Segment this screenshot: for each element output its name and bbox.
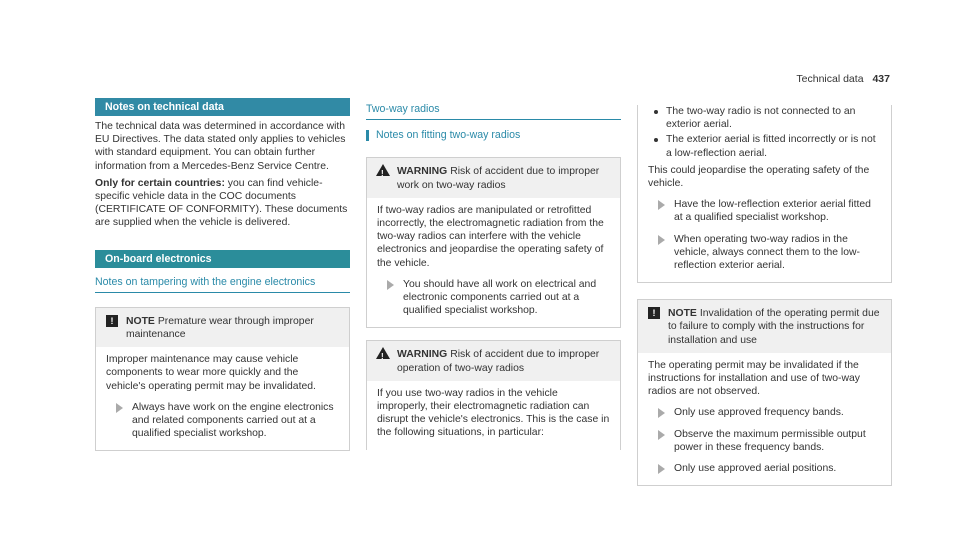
subhead-two-way-radios: Two-way radios [366,103,621,120]
warning-keyword: WARNING [397,166,448,178]
step-item [106,401,339,441]
arrow-icon [116,403,123,413]
note-box [637,299,892,486]
step-item [648,233,881,273]
note-title: Invalidation of the operating permit due to failure to comply with the instructions for installation and use [668,308,880,346]
note-keyword: NOTE [668,308,697,320]
step-item [648,198,881,224]
note-text: The operating permit may be invalidated if the instructions for installation and use of two-way radios are not observed. [648,359,860,398]
column-2 [366,103,621,450]
exclamation-icon: ! [106,315,118,327]
banner-technical-data: Notes on technical data [95,98,350,116]
warning-box-2 [366,340,621,449]
step-item [648,462,881,475]
step-item [648,428,881,454]
warning-header-1 [367,158,620,197]
warning-body-2 [367,381,620,450]
arrow-icon [658,464,665,474]
warning-keyword: WARNING [397,349,448,361]
warning-body-1 [367,198,620,328]
note-body [638,353,891,485]
step-text: When operating two-way radios in the vehicle, always connect them to the low-reflection exterior aerial. [674,233,860,272]
column-3 [637,103,892,486]
subhead-tampering: Notes on tampering with the engine electronics [95,276,350,293]
note-box [95,307,350,452]
note-body [96,347,349,450]
paragraph-technical-data: The technical data was determined in accordance with EU Directives. The data stated only applies to vehicles with standard equipment. You can obtain further information from a Mercedes-Benz Service Centre. [95,121,346,172]
step-text: Always have work on the engine electronics and related components carried out at a qualified specialist workshop. [132,401,334,440]
arrow-icon [658,200,665,210]
page-number: 437 [872,73,890,85]
arrow-icon [658,408,665,418]
step-text: Only use approved frequency bands. [674,407,844,419]
step-text: Only use approved aerial positions. [674,463,837,475]
warning-title: Risk of accident due to improper work on two-way radios [397,166,600,191]
warning-continued [637,105,892,283]
note-title: Premature wear through improper maintenance [126,315,314,341]
step-text: Observe the maximum permissible output power in these frequency bands. [674,428,866,453]
step-text: Have the low-reflection exterior aerial fitted at a qualified specialist workshop. [674,199,871,224]
warning-text: This could jeopardise the operating safety of the vehicle. [648,164,870,190]
warning-triangle-icon: ! [376,164,390,176]
column-1 [95,98,350,451]
banner-onboard-electronics: On-board electronics [95,250,350,268]
warning-triangle-icon: ! [376,347,390,359]
bold-lead: Only for certain countries: [95,177,225,189]
step-item [648,406,881,419]
warning-header-2 [367,341,620,380]
note-text: Improper maintenance may cause vehicle components to wear more quickly and the vehicle's operating permit may be invalidated. [106,354,316,392]
section-fitting-radios: Notes on fitting two-way radios [366,129,621,145]
note-header [638,300,891,353]
section-title: Technical data [796,73,864,85]
arrow-icon [658,430,665,440]
warning-text: If you use two-way radios in the vehicle improperly, their electromagnetic radiation can disrupt the vehicle's electronics. This is the case in the following situations, in particular: [377,387,610,439]
warning-title: Risk of accident due to improper operation of two-way radios [397,349,600,374]
warning-text: If two-way radios are manipulated or retrofitted incorrectly, the electromagnetic radiation from the two-way radios can interfere with the vehicle electronics and jeopardise the operating safety of the vehicle. [377,204,604,269]
paragraph-text: you can find vehicle-specific vehicle data in the COC documents (CERTIFICATE OF CONFORMITY). These documents are supplied when the vehicle is delivered. [95,177,348,229]
arrow-icon [387,280,394,290]
exclamation-icon: ! [648,307,660,319]
paragraph-certain-countries [95,177,350,230]
warning-box-1 [366,157,621,328]
note-header [96,308,349,347]
note-keyword: NOTE [126,315,155,327]
arrow-icon [658,235,665,245]
page-header [796,73,890,85]
step-item [377,278,610,318]
bullet-item: The exterior aerial is fitted incorrectly or is not a low-reflection aerial. [648,133,881,159]
bullet-item: The two-way radio is not connected to an exterior aerial. [648,105,881,131]
step-text: You should have all work on electrical and electronic components carried out at a qualified specialist workshop. [403,278,597,317]
